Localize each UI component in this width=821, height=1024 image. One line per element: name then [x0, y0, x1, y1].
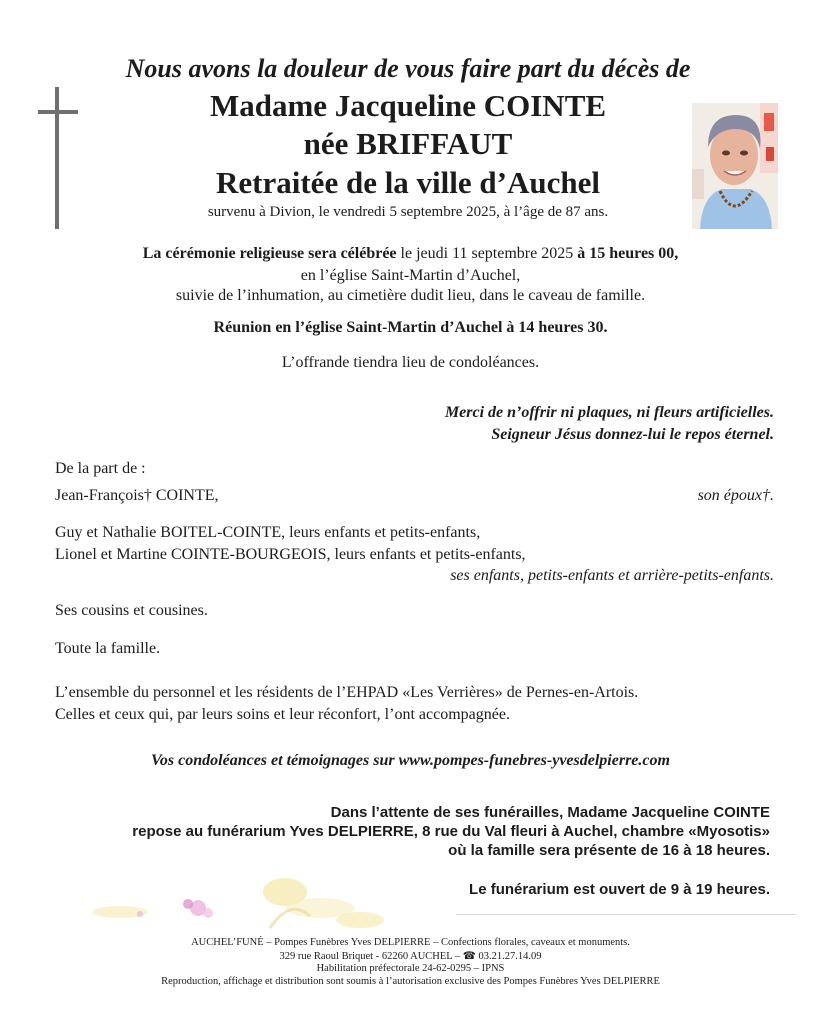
ehpad-line-2: Celles et ceux qui, par leurs soins et leur réconfort, l’ont accompagnée.	[55, 706, 510, 723]
condolences-website: Vos condoléances et témoignages sur www.pompes-funebres-yvesdelpierre.com	[151, 752, 670, 769]
ceremony-time: à 15 heures 00,	[577, 245, 679, 262]
cousins-line: Ses cousins et cousines.	[55, 602, 208, 619]
death-details: survenu à Divion, le vendredi 5 septembre 2025, à l’âge de 87 ans.	[207, 204, 609, 220]
footer-company: AUCHEL’FUNÉ – Pompes Funèbres Yves DELPIERRE – Confections florales, caveaux et monuments.	[191, 937, 630, 948]
whole-family-line: Toute la famille.	[55, 640, 161, 657]
ehpad-line-1: L’ensemble du personnel et les résidents de l’EHPAD «Les Verrières» de Pernes-en-Artois.	[55, 684, 639, 701]
ceremony-lead: La cérémonie religieuse sera célébrée	[142, 245, 397, 262]
funeral-home-line-3: où la famille sera présente de 16 à 18 heures.	[448, 842, 770, 859]
meeting-line: Réunion en l’église Saint-Martin d’Auchel à 14 heures 30.	[213, 319, 608, 336]
footer-reproduction: Reproduction, affichage et distribution sont soumis à l’autorisation exclusive des Pompes Funèbres Yves DELPIERRE	[161, 976, 660, 987]
flower-decoration	[80, 868, 400, 938]
no-flowers-request: Merci de n’offrir ni plaques, ni fleurs artificielles.	[444, 404, 774, 421]
children-role: ses enfants, petits-enfants et arrière-petits-enfants.	[450, 567, 774, 584]
funeral-home-hours: Le funérarium est ouvert de 9 à 19 heures.	[469, 881, 770, 898]
burial-line: suivie de l’inhumation, au cimetière dudit lieu, dans le caveau de famille.	[175, 287, 646, 304]
child-family-2: Lionel et Martine COINTE-BOURGEOIS, leurs enfants et petits-enfants,	[55, 546, 526, 563]
family-intro: De la part de :	[55, 460, 146, 477]
ceremony-date: le jeudi 11 septembre 2025	[396, 245, 578, 262]
cross-icon-bar	[38, 110, 78, 114]
announcement-intro: Nous avons la douleur de vous faire part du décès de	[125, 54, 691, 83]
prayer-line: Seigneur Jésus donnez-lui le repos éternel.	[491, 426, 774, 443]
deceased-name: Madame Jacqueline COINTE	[209, 88, 607, 123]
spouse-role: son époux†.	[697, 487, 774, 504]
deceased-title: Retraitée de la ville d’Auchel	[216, 165, 600, 200]
footer-address: 329 rue Raoul Briquet - 62260 AUCHEL – ☎ 03.21.27.14.09	[279, 951, 542, 962]
footer-divider	[456, 914, 796, 915]
spouse-name: Jean-François† COINTE,	[55, 487, 219, 504]
cross-icon	[55, 87, 59, 229]
footer-habilitation: Habilitation préfectorale 24-62-0295 – IPNS	[316, 963, 505, 974]
ceremony-line	[0, 245, 821, 263]
funeral-home-line-1: Dans l’attente de ses funérailles, Madame Jacqueline COINTE	[330, 804, 770, 821]
child-family-1: Guy et Nathalie BOITEL-COINTE, leurs enfants et petits-enfants,	[55, 524, 481, 541]
church-line: en l’église Saint-Martin d’Auchel,	[300, 267, 521, 284]
offering-line: L’offrande tiendra lieu de condoléances.	[281, 354, 540, 371]
maiden-name: née BRIFFAUT	[303, 126, 513, 161]
funeral-home-line-2: repose au funérarium Yves DELPIERRE, 8 rue du Val fleuri à Auchel, chambre «Myosotis»	[132, 823, 770, 840]
